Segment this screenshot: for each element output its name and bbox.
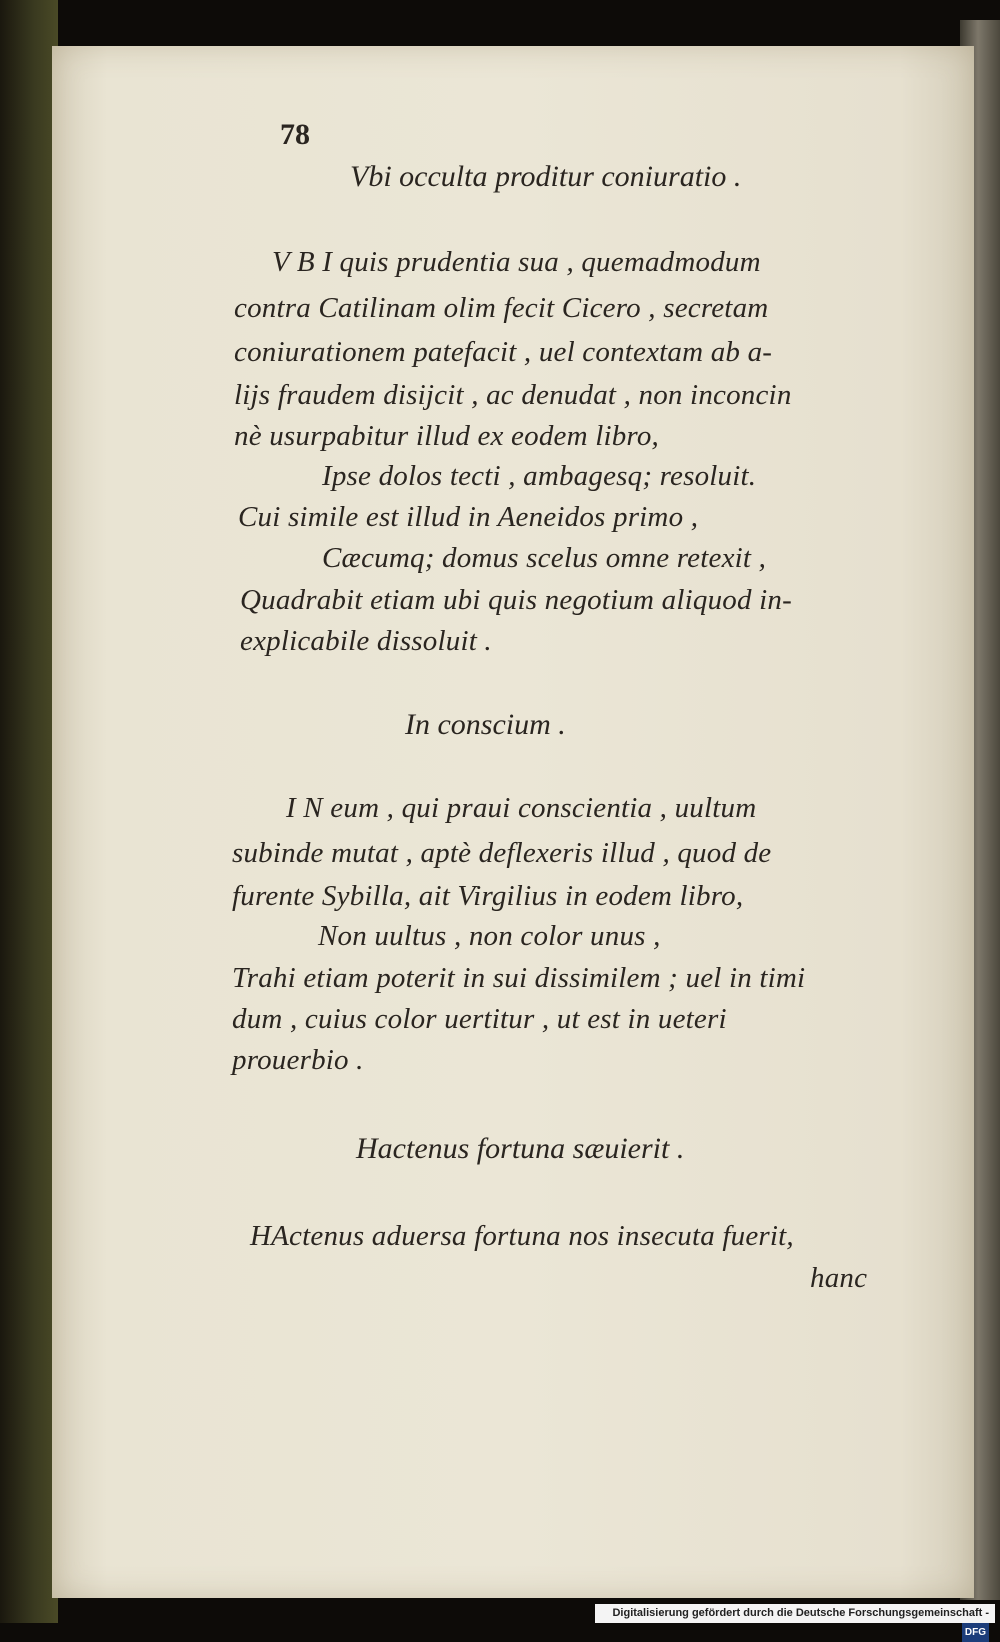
text-line: prouerbio . bbox=[232, 1044, 364, 1076]
text-line: dum , cuius color uertitur , ut est in ueteri bbox=[232, 1003, 727, 1035]
section-heading: In conscium . bbox=[405, 708, 566, 741]
text-line: explicabile dissoluit . bbox=[240, 625, 492, 657]
digitization-footer bbox=[595, 1604, 995, 1638]
text-line: HActenus aduersa fortuna nos insecuta fuerit, bbox=[250, 1220, 794, 1252]
text-line: Trahi etiam poterit in sui dissimilem ; uel in timi bbox=[232, 962, 806, 994]
text-line: contra Catilinam olim fecit Cicero , secretam bbox=[234, 292, 769, 324]
text-line: furente Sybilla, ait Virgilius in eodem libro, bbox=[232, 880, 744, 912]
text-line: Quadrabit etiam ubi quis negotium aliquod in- bbox=[240, 584, 792, 616]
text-line: subinde mutat , aptè deflexeris illud , quod de bbox=[232, 837, 772, 869]
text-line: V B I quis prudentia sua , quemadmodum bbox=[272, 246, 761, 278]
section-heading: Hactenus fortuna sæuierit . bbox=[356, 1132, 685, 1165]
verse-line: Ipse dolos tecti , ambagesq; resoluit. bbox=[322, 460, 757, 492]
book-spine-left bbox=[0, 0, 58, 1623]
text-line: I N eum , qui praui conscientia , uultum bbox=[286, 792, 757, 824]
page-number: 78 bbox=[280, 118, 310, 151]
text-line: nè usurpabitur illud ex eodem libro, bbox=[234, 420, 659, 452]
text-line: Cui simile est illud in Aeneidos primo , bbox=[238, 501, 699, 533]
verse-line: Non uultus , non color unus , bbox=[318, 920, 661, 952]
catchword: hanc bbox=[810, 1262, 868, 1294]
dfg-logo: DFG bbox=[962, 1623, 989, 1642]
section-heading: Vbi occulta proditur coniuratio . bbox=[350, 160, 742, 193]
verse-line: Cæcumq; domus scelus omne retexit , bbox=[322, 542, 767, 574]
text-line: lijs fraudem disijcit , ac denudat , non inconcin bbox=[234, 379, 792, 411]
footer-text: Digitalisierung gefördert durch die Deutsche Forschungsgemeinschaft - bbox=[612, 1607, 989, 1619]
text-line: coniurationem patefacit , uel contextam ab a- bbox=[234, 336, 773, 368]
